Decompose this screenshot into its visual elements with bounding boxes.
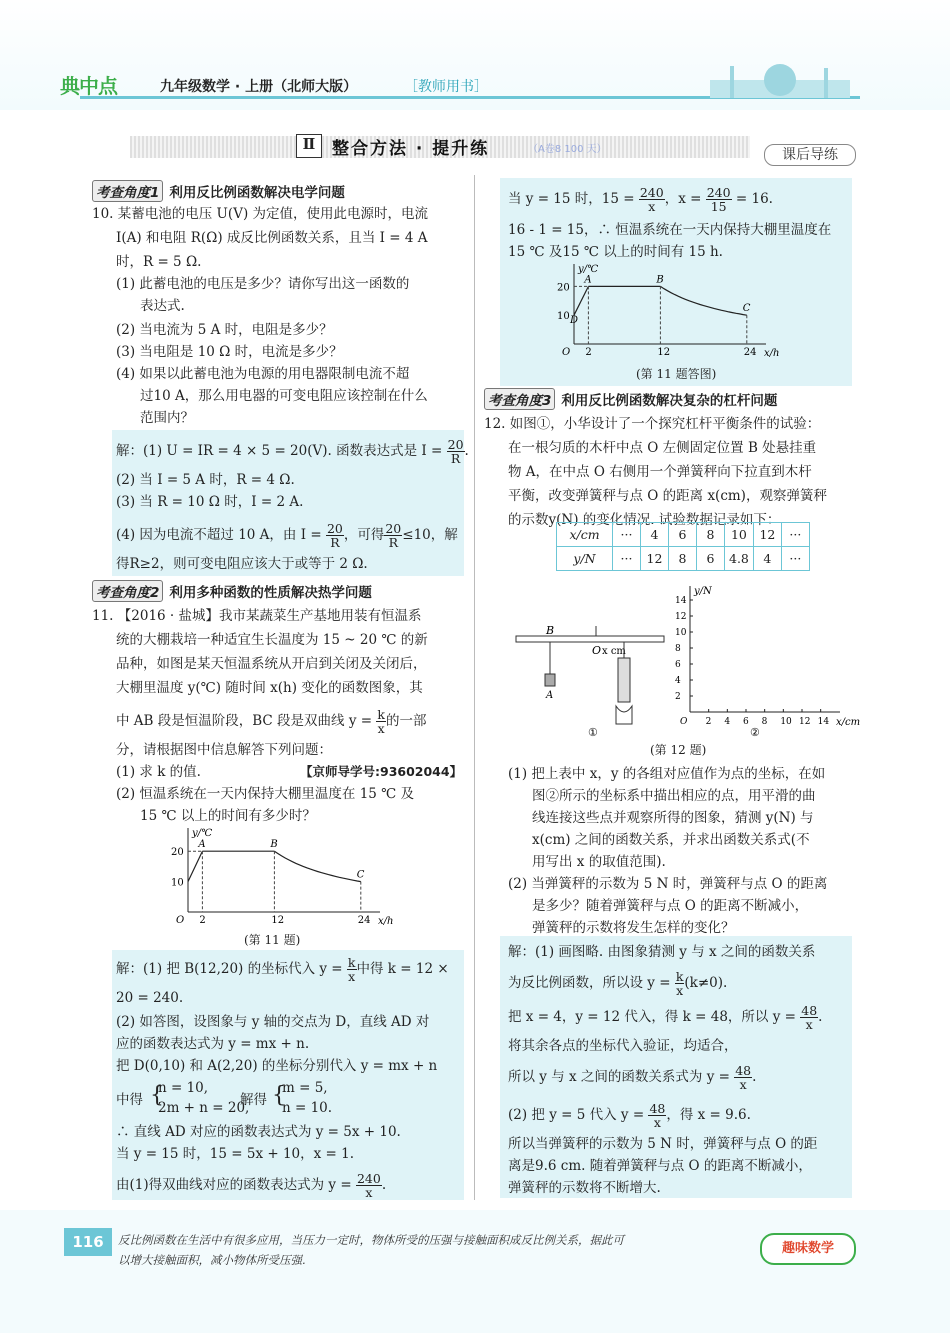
q10-answer: (4) 因为电流不超过 10 A，由 I = $\frac{20}{R}$ ，可得 $\frac{20}{R}$ ≤10，解 xyxy=(116,521,458,550)
q11-line: 分，请根据图中信息解答下列问题： xyxy=(116,742,332,758)
book-title: 九年级数学 · 上册（北师大版） xyxy=(160,79,358,95)
q11-answer-chart xyxy=(552,262,782,358)
q11-cont: 当 y = 15 时，15 = $\frac{240}{x}$ ，x = $\frac{240}{15}$ = 16. xyxy=(508,185,773,214)
y-axis-label: y/℃ xyxy=(192,828,213,839)
point-label: A xyxy=(584,274,592,286)
q12-part: 用写出 x 的取值范围). xyxy=(532,854,666,870)
teacher-tag: ［教师用书］ xyxy=(404,79,488,95)
q10-part: (1) 此蓄电池的电压是多少？请你写出这一函数的 xyxy=(116,276,410,292)
y-tick-label: 4 xyxy=(675,676,681,686)
caption-1: ① xyxy=(588,726,598,739)
q12-line: 的示数y(N) 的变化情况. 试验数据记录如下： xyxy=(508,512,781,528)
y-tick-label: 2 xyxy=(675,692,681,702)
x-tick-label: 4 xyxy=(724,717,731,727)
table-cell: ··· xyxy=(613,547,641,571)
q11-part: (2) 恒温系统在一天内保持大棚里温度在 15 ℃ 及 xyxy=(116,786,415,802)
system-sol: n = 10. xyxy=(282,1100,333,1116)
x-tick-label: 24 xyxy=(357,915,371,926)
x-tick-label: 2 xyxy=(705,717,712,727)
y-tick-label: 20 xyxy=(171,847,184,859)
x-tick-label: O xyxy=(562,347,571,358)
x-tick-label: O xyxy=(176,915,185,926)
q11-part: 15 ℃ 以上的时间有多少时？ xyxy=(140,808,316,824)
footer-note: 反比例函数在生活中有很多应用，当压力一定时，物体所受的压强与接触面积成反比例关系，据此可 以增大接触面积，减小物体所受压强. xyxy=(118,1233,624,1267)
q12-part: 是多少？随着弹簧秤与点 O 的距离不断减小， xyxy=(532,898,809,914)
q10-part: 表达式. xyxy=(140,298,185,314)
y-tick-label: 6 xyxy=(675,660,681,670)
table-cell: 4 xyxy=(641,523,669,547)
q11-answer: (2) 如答图，设图象与 y 轴的交点为 D，直线 AD 对 xyxy=(116,1014,430,1030)
section-subtitle: （A卷8 100 天） xyxy=(528,144,607,155)
q10-answer: 解：(1) U = IR = 4 × 5 = 20(V). 函数表达式是 I = $\frac{20}{R}$ . xyxy=(116,437,469,466)
x-tick-label: O xyxy=(680,717,688,727)
y-axis-label: y/N xyxy=(694,586,712,597)
q12-line: 物 A，在中点 O 右侧用一个弹簧秤向下拉直到木杆 xyxy=(508,464,812,480)
x-tick-label: 12 xyxy=(799,717,811,727)
q12-answer: 把 x = 4，y = 12 代入，得 k = 48，所以 y = $\frac{48}{x}$ . xyxy=(508,1003,823,1032)
q11-system: 中得 xyxy=(116,1092,143,1108)
q11-answer-caption: (第 11 题答图) xyxy=(636,367,717,381)
point-label: C xyxy=(356,869,365,881)
angle3-heading: 考查角度3 利用反比例函数解决复杂的杠杆问题 xyxy=(484,388,777,410)
label-a: A xyxy=(546,690,554,701)
q12-line: 在一根匀质的木杆中点 O 左侧固定位置 B 处悬挂重 xyxy=(508,440,817,456)
spring-scale xyxy=(618,658,630,702)
q11-caption: (第 11 题) xyxy=(244,933,301,947)
fun-math-badge: 趣味数学 xyxy=(760,1233,856,1265)
q11-chart xyxy=(166,826,396,926)
segment-ad xyxy=(188,851,202,881)
x-axis-label: x/h xyxy=(378,916,394,927)
logo: 典中点 xyxy=(60,74,117,98)
q10-part: (2) 当电流为 5 A 时，电阻是多少？ xyxy=(116,322,333,338)
table-cell: ··· xyxy=(613,523,641,547)
table-row xyxy=(557,523,810,547)
y-tick-label: 8 xyxy=(675,644,681,654)
q12-line: 12. 如图①，小华设计了一个探究杠杆平衡条件的试验： xyxy=(484,416,821,432)
table-cell: 4.8 xyxy=(725,547,754,571)
q11-answer: 由(1)得双曲线对应的函数表达式为 y = $\frac{240}{x}$ . xyxy=(116,1171,387,1200)
q12-answer: 为反比例函数，所以设 y = $\frac{k}{x}$ (k≠0). xyxy=(508,969,728,998)
hyperbola-bc xyxy=(660,286,746,315)
y-tick-label: 10 xyxy=(557,311,570,323)
label-b: B xyxy=(546,624,555,637)
q12-caption: (第 12 题) xyxy=(650,743,707,757)
q11-cont: 16 - 1 = 15，∴ 恒温系统在一天内保持大棚里温度在 xyxy=(508,222,832,238)
table-cell: 6 xyxy=(669,523,697,547)
after-class-tag: 课后导练 xyxy=(764,144,856,166)
q10-answer: (3) 当 R = 10 Ω 时，I = 2 A. xyxy=(116,494,304,510)
lever-bar xyxy=(516,636,664,642)
section-number: Ⅱ xyxy=(296,134,322,158)
y-axis-label: y/℃ xyxy=(578,264,599,275)
table-cell: 6 xyxy=(697,547,725,571)
q12-answer: (2) 把 y = 5 代入 y = $\frac{48}{x}$ ，得 x = 9.6. xyxy=(508,1101,751,1130)
q10-answer: 得R≥2，则可变电阻应该大于或等于 2 Ω. xyxy=(116,556,368,572)
q10-part: (3) 当电阻是 10 Ω 时，电流是多少？ xyxy=(116,344,343,360)
q12-part: 弹簧秤的示数将发生怎样的变化？ xyxy=(532,920,735,936)
y-tick-label: 10 xyxy=(171,877,184,889)
table-cell: ··· xyxy=(781,523,809,547)
point-label: B xyxy=(270,839,278,851)
y-tick-label: 20 xyxy=(557,282,570,294)
hyperbola-bc xyxy=(274,851,360,881)
q11-line: 中 AB 段是恒温阶段，BC 段是双曲线 y = $\frac{k}{x}$ 的一部 xyxy=(116,707,427,736)
q10-line: 10. 某蓄电池的电压 U(V) 为定值，使用此电源时，电流 xyxy=(92,206,429,222)
brace: { xyxy=(150,1083,164,1108)
q12-answer: 解：(1) 画图略. 由图象猜测 y 与 x 之间的函数关系 xyxy=(508,944,816,960)
table-cell: y/N xyxy=(557,547,613,571)
system-eq: n = 10, xyxy=(158,1080,209,1096)
q12-answer: 所以 y 与 x 之间的函数关系式为 y = $\frac{48}{x}$ . xyxy=(508,1063,757,1092)
table-cell: 8 xyxy=(697,523,725,547)
label-x: x cm xyxy=(602,646,626,657)
q11-answer: 当 y = 15 时，15 = 5x + 10，x = 1. xyxy=(116,1146,355,1162)
x-tick-label: 2 xyxy=(585,347,592,358)
q10-part: (4) 如果以此蓄电池为电源的用电器限制电流不超 xyxy=(116,366,410,382)
q12-answer: 将其余各点的坐标代入验证，均适合， xyxy=(508,1038,738,1054)
q12-answer: 离是9.6 cm. 随着弹簧秤与点 O 的距离不断减小， xyxy=(508,1158,812,1174)
x-tick-label: 12 xyxy=(657,347,671,358)
table-cell: 12 xyxy=(753,523,781,547)
q10-part: 范围内？ xyxy=(140,410,194,426)
q11-line: 大棚里温度 y(℃) 随时间 x(h) 变化的函数图象，其 xyxy=(116,680,423,696)
table-row xyxy=(557,547,810,571)
data-table xyxy=(556,522,810,571)
skyline-illustration xyxy=(700,60,860,100)
segment-ad xyxy=(574,286,588,315)
q11-line: 品种，如图是某天恒温系统从开启到关闭及关闭后， xyxy=(116,656,427,672)
column-divider xyxy=(474,175,475,1200)
q11-solve: 解得 xyxy=(240,1092,267,1108)
label-o: O xyxy=(592,644,602,657)
caption-2: ② xyxy=(750,726,760,739)
q12-part: x(cm) 之间的函数关系，并求出函数关系式(不 xyxy=(532,832,810,848)
angle1-heading: 考查角度1 利用反比例函数解决电学问题 xyxy=(92,180,345,202)
section-title: 整合方法 · 提升练 xyxy=(332,139,490,159)
table-cell: x/cm xyxy=(557,523,613,547)
q12-coordinate-chart xyxy=(664,584,861,740)
table-cell: 12 xyxy=(641,547,669,571)
q12-answer: 弹簧秤的示数将不断增大. xyxy=(508,1180,661,1196)
weight-a xyxy=(545,674,555,686)
system-eq: 2m + n = 20, xyxy=(158,1100,250,1116)
q11-line: 11. 【2016 · 盐城】我市某蔬菜生产基地用装有恒温系 xyxy=(92,608,422,624)
y-tick-label: 12 xyxy=(675,612,687,622)
q12-part: (2) 当弹簧秤的示数为 5 N 时，弹簧秤与点 O 的距离 xyxy=(508,876,828,892)
q11-answer: ∴ 直线 AD 对应的函数表达式为 y = 5x + 10. xyxy=(116,1124,401,1140)
q12-part: (1) 把上表中 x，y 的各组对应值作为点的坐标，在如 xyxy=(508,766,826,782)
table-cell: 4 xyxy=(753,547,781,571)
point-label: C xyxy=(742,303,751,315)
point-label: D xyxy=(570,315,579,327)
q12-line: 平衡，改变弹簧秤与点 O 的距离 x(cm)，观察弹簧秤 xyxy=(508,488,827,504)
q10-part: 过10 A，那么用电器的可变电阻应该控制在什么 xyxy=(140,388,428,404)
page-number: 116 xyxy=(64,1228,112,1256)
q12-part: 图②所示的坐标系中描出相应的点，用平滑的曲 xyxy=(532,788,816,804)
system-sol: m = 5, xyxy=(282,1080,328,1096)
q11-answer: 应的函数表达式为 y = mx + n. xyxy=(116,1036,310,1052)
angle2-heading: 考查角度2 利用多种函数的性质解决热学问题 xyxy=(92,580,372,602)
source-number: 【京师导学号:93602044】 xyxy=(300,764,463,779)
hand xyxy=(616,706,632,724)
x-tick-label: 10 xyxy=(780,717,792,727)
point-label: B xyxy=(656,274,664,286)
x-tick-label: 14 xyxy=(817,717,830,727)
q12-part: 线连接这些点并观察所得的图象，猜测 y(N) 与 xyxy=(532,810,814,826)
q12-answer: 所以当弹簧秤的示数为 5 N 时，弹簧秤与点 O 的距 xyxy=(508,1136,818,1152)
q10-line: 时，R = 5 Ω. xyxy=(116,254,202,270)
q11-answer: 解：(1) 把 B(12,20) 的坐标代入 y = $\frac{k}{x}$ 中得 k = 12 × xyxy=(116,955,449,984)
x-tick-label: 2 xyxy=(199,915,206,926)
q11-answer: 把 D(0,10) 和 A(2,20) 的坐标分别代入 y = mx + n xyxy=(116,1058,438,1074)
footer-band xyxy=(0,1210,950,1333)
x-tick-label: 8 xyxy=(761,717,768,727)
table-cell: 8 xyxy=(669,547,697,571)
brace: { xyxy=(272,1083,286,1108)
q11-answer: 20 = 240. xyxy=(116,990,184,1006)
table-cell: 10 xyxy=(725,523,754,547)
q11-part: (1) 求 k 的值. xyxy=(116,764,201,780)
x-tick-label: 12 xyxy=(271,915,285,926)
x-tick-label: 6 xyxy=(743,717,749,727)
table-cell: ··· xyxy=(781,547,809,571)
lever-figure xyxy=(510,616,670,740)
q11-line: 统的大棚栽培一种适宜生长温度为 15 ~ 20 ℃ 的新 xyxy=(116,632,428,648)
x-tick-label: 24 xyxy=(743,347,757,358)
x-axis-label: x/cm xyxy=(836,717,861,728)
q10-line: I(A) 和电阻 R(Ω) 成反比例函数关系，且当 I = 4 A xyxy=(116,230,428,246)
y-tick-label: 10 xyxy=(675,628,687,638)
q11-cont: 15 ℃ 及15 ℃ 以上的时间有 15 h. xyxy=(508,244,723,260)
q10-answer: (2) 当 I = 5 A 时，R = 4 Ω. xyxy=(116,472,295,488)
point-label: A xyxy=(198,839,206,851)
y-tick-label: 14 xyxy=(675,596,687,606)
x-axis-label: x/h xyxy=(764,348,780,359)
